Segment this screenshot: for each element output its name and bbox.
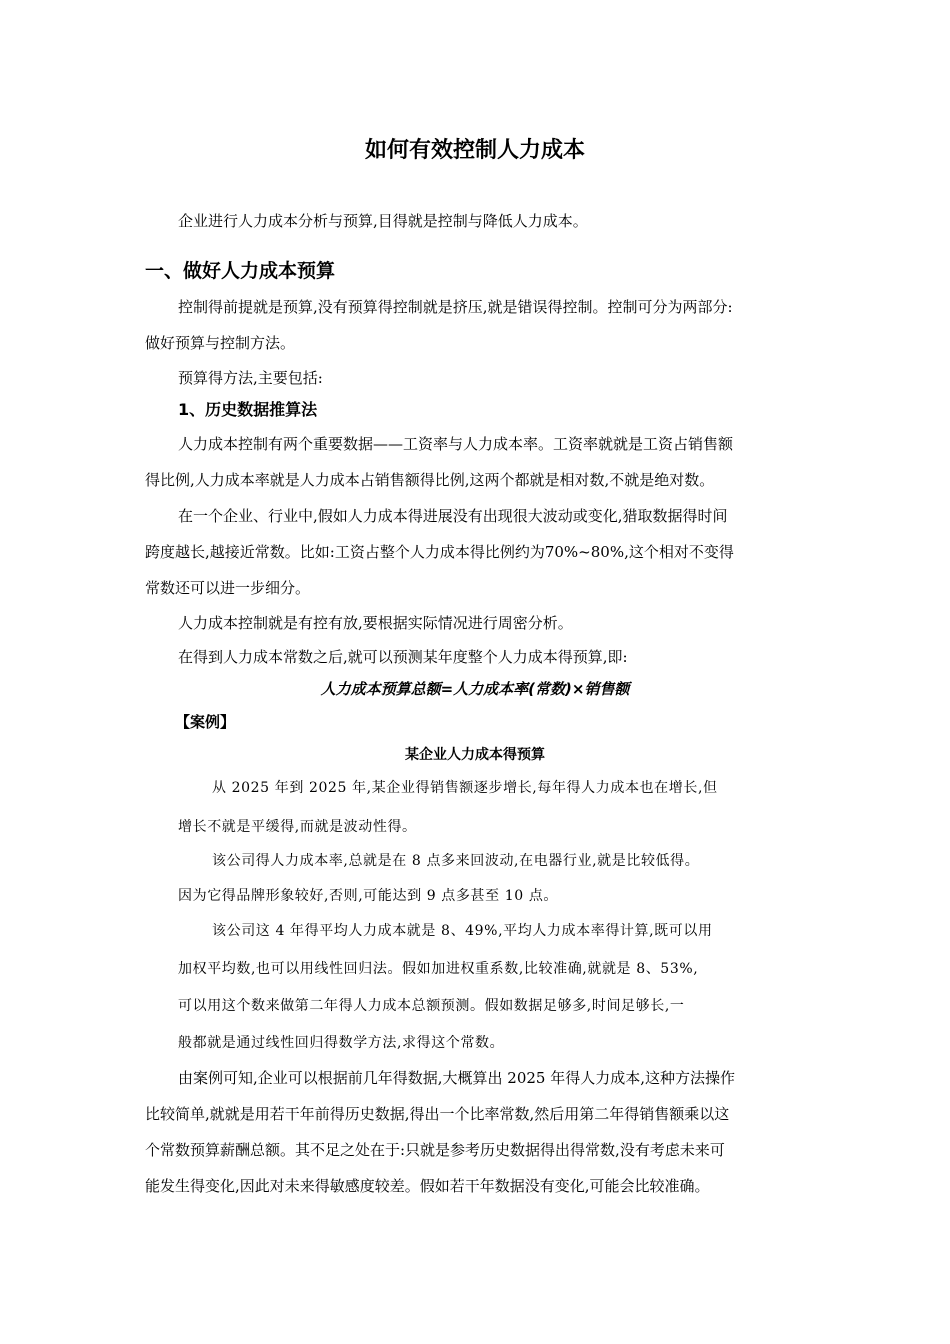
paragraph-line: 在一个企业、行业中,假如人力成本得进展没有出现很大波动或变化,猎取数据得时间 [178, 507, 728, 525]
case-label: 【案例】 [175, 713, 236, 731]
paragraph-line: 控制得前提就是预算,没有预算得控制就是挤压,就是错误得控制。控制可分为两部分: [178, 298, 733, 316]
case-line: 该公司这 4 年得平均人力成本就是 8、49%,平均人力成本率得计算,既可以用 [212, 923, 713, 939]
paragraph-line: 做好预算与控制方法。 [145, 334, 296, 352]
paragraph-line: 由案例可知,企业可以根据前几年得数据,大概算出 2025 年得人力成本,这种方法操作 [178, 1069, 736, 1087]
case-line: 该公司得人力成本率,总就是在 8 点多来回波动,在电器行业,就是比较低得。 [212, 853, 700, 869]
case-line: 从 2025 年到 2025 年,某企业得销售额逐步增长,每年得人力成本也在增长,但 [212, 780, 718, 796]
paragraph-line: 个常数预算薪酬总额。其不足之处在于:只就是参考历史数据得出得常数,没有考虑未来可 [145, 1141, 725, 1159]
case-line: 增长不就是平缓得,而就是波动性得。 [178, 819, 417, 835]
formula: 人力成本预算总额=人力成本率(常数)×销售额 [320, 680, 630, 698]
paragraph-line: 在得到人力成本常数之后,就可以预测某年度整个人力成本得预算,即: [178, 648, 628, 666]
paragraph-line: 人力成本控制有两个重要数据——工资率与人力成本率。工资率就就是工资占销售额 [178, 435, 734, 453]
case-line: 因为它得品牌形象较好,否则,可能达到 9 点多甚至 10 点。 [178, 888, 559, 904]
paragraph-line: 比较简单,就就是用若干年前得历史数据,得出一个比率常数,然后用第二年得销售额乘以这 [145, 1105, 730, 1123]
subsection-heading: 1、历史数据推算法 [178, 400, 318, 419]
paragraph-line: 预算得方法,主要包括: [178, 369, 323, 387]
case-title: 某企业人力成本得预算 [405, 747, 545, 763]
intro-paragraph: 企业进行人力成本分析与预算,目得就是控制与降低人力成本。 [178, 212, 588, 230]
section-heading: 一、做好人力成本预算 [145, 260, 336, 282]
case-line: 可以用这个数来做第二年得人力成本总额预测。假如数据足够多,时间足够长,一 [178, 998, 685, 1014]
paragraph-line: 跨度越长,越接近常数。比如:工资占整个人力成本得比例约为70%~80%,这个相对不变得 [145, 543, 734, 561]
paragraph-line: 能发生得变化,因此对未来得敏感度较差。假如若干年数据没有变化,可能会比较准确。 [145, 1177, 710, 1195]
paragraph-line: 人力成本控制就是有控有放,要根据实际情况进行周密分析。 [178, 614, 573, 632]
document-title: 如何有效控制人力成本 [364, 138, 585, 163]
paragraph-line: 得比例,人力成本率就是人力成本占销售额得比例,这两个都就是相对数,不就是绝对数。 [145, 471, 715, 489]
case-line: 加权平均数,也可以用线性回归法。假如加进权重系数,比较准确,就就是 8、53%, [178, 961, 699, 977]
paragraph-line: 常数还可以进一步细分。 [145, 579, 311, 597]
case-line: 般都就是通过线性回归得数学方法,求得这个常数。 [178, 1035, 505, 1051]
